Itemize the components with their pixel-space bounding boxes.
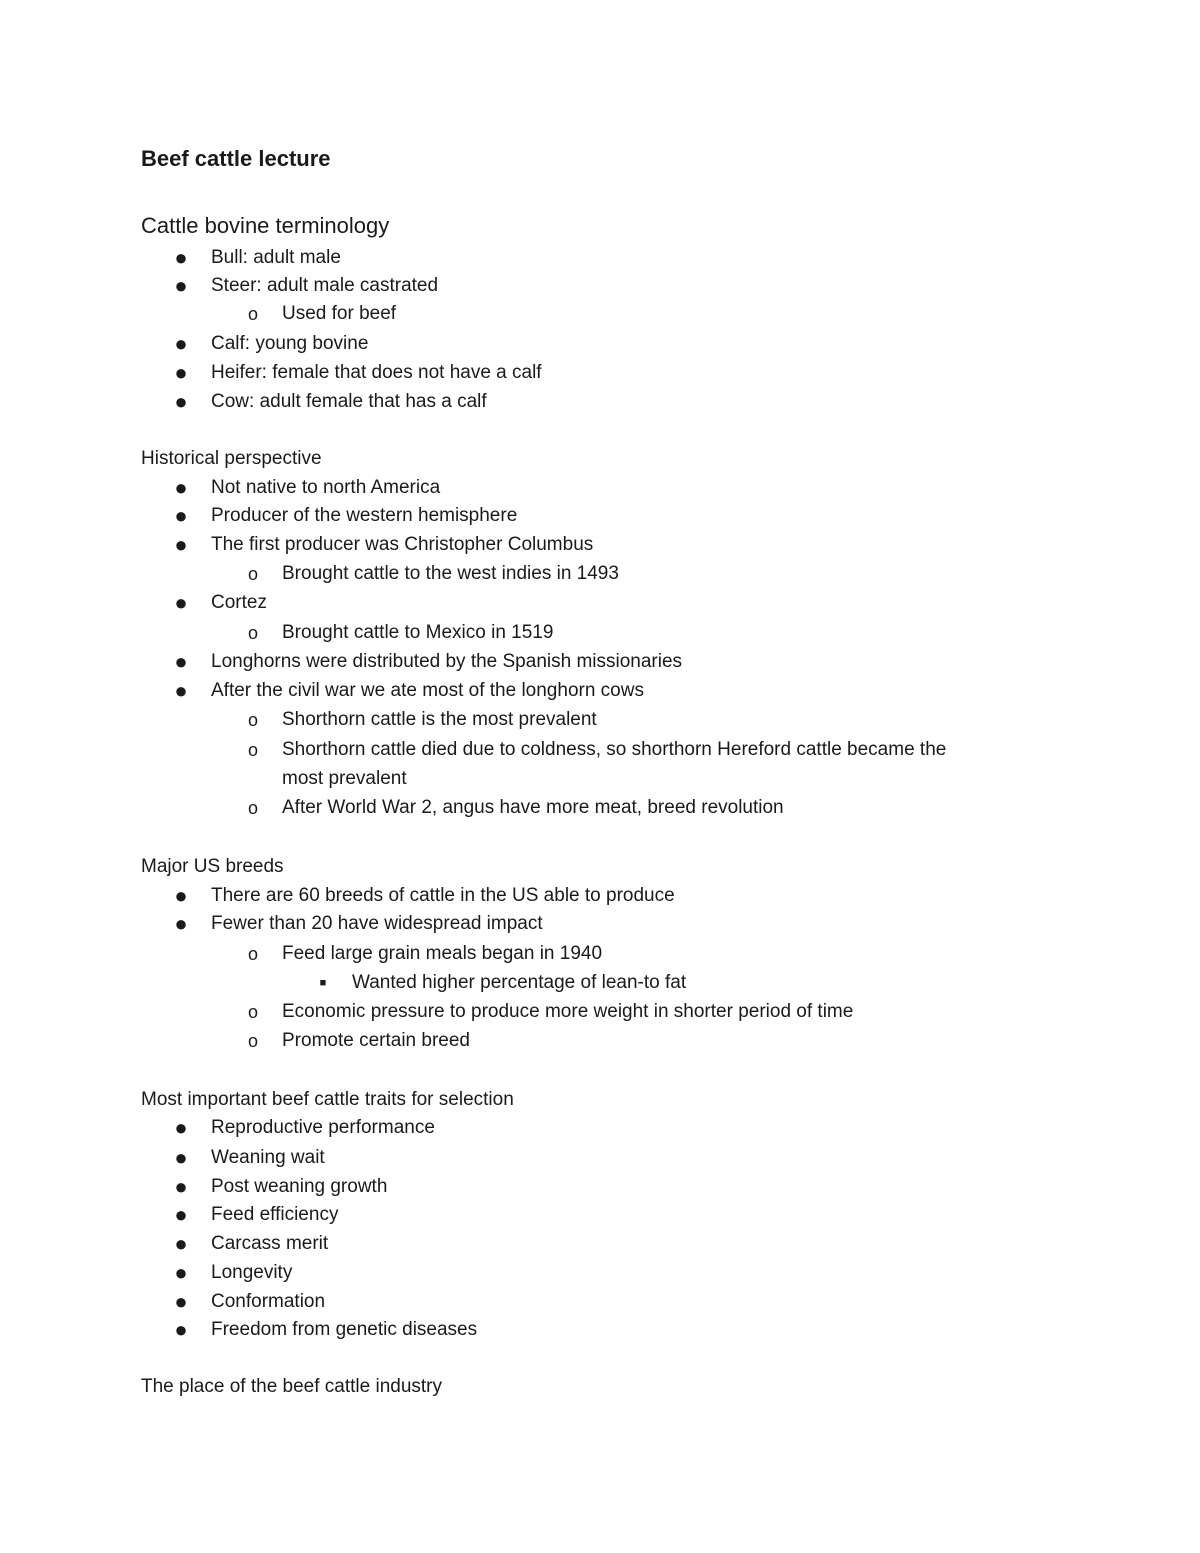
section-heading-terminology: Cattle bovine terminology — [141, 213, 390, 238]
circle-marker: o — [247, 1031, 258, 1051]
bullet-marker: ● — [174, 273, 188, 298]
circle-marker: o — [247, 740, 258, 760]
list-item-text: Freedom from genetic diseases — [211, 1319, 478, 1340]
list-item-text: Carcass merit — [211, 1233, 329, 1254]
list-item — [174, 502, 518, 530]
bullet-marker: ● — [174, 1260, 188, 1285]
list-item-text: Wanted higher percentage of lean-to fat — [352, 972, 687, 993]
section-heading-traits: Most important beef cattle traits for selection — [141, 1089, 514, 1110]
list-item — [247, 706, 597, 734]
bullet-marker: ● — [174, 360, 188, 385]
list-item — [247, 940, 603, 968]
list-item-text: Producer of the western hemisphere — [211, 505, 518, 526]
list-item-text: There are 60 breeds of cattle in the US able to produce — [211, 885, 675, 906]
list-item — [174, 1144, 325, 1172]
list-item-text: Feed large grain meals began in 1940 — [282, 943, 603, 964]
list-item — [174, 531, 594, 559]
circle-marker: o — [247, 710, 258, 730]
section-heading-breeds: Major US breeds — [141, 856, 284, 877]
list-item-text: After World War 2, angus have more meat, breed revolution — [282, 797, 784, 818]
circle-marker: o — [247, 304, 258, 324]
list-item — [174, 474, 441, 502]
list-item-text: Reproductive performance — [211, 1117, 435, 1138]
list-item — [174, 882, 675, 910]
list-item — [247, 1027, 470, 1055]
list-item-text: Bull: adult male — [211, 247, 341, 268]
bullet-marker: ● — [174, 590, 188, 615]
list-item — [174, 1316, 478, 1344]
list-item — [174, 330, 369, 358]
bullet-marker: ● — [174, 389, 188, 414]
section-heading-industry: The place of the beef cattle industry — [141, 1376, 443, 1397]
list-item-text: Longhorns were distributed by the Spanish missionaries — [211, 651, 683, 672]
list-item-text: Conformation — [211, 1291, 326, 1312]
list-item-text: Shorthorn cattle is the most prevalent — [282, 709, 597, 730]
list-item — [174, 1201, 339, 1229]
list-item-text: most prevalent — [282, 768, 407, 789]
list-item-text: Cow: adult female that has a calf — [211, 391, 487, 412]
circle-marker: o — [247, 1002, 258, 1022]
bullet-marker: ● — [174, 1115, 188, 1140]
square-marker: ■ — [319, 977, 327, 989]
document-title: Beef cattle lecture — [141, 146, 331, 171]
list-item — [174, 589, 267, 617]
list-item — [174, 677, 644, 705]
list-item-text: Brought cattle to the west indies in 1493 — [282, 563, 619, 584]
list-item — [174, 1288, 326, 1316]
bullet-marker: ● — [174, 532, 188, 557]
bullet-marker: ● — [174, 1317, 188, 1342]
list-item — [174, 359, 542, 387]
list-item-text: The first producer was Christopher Columbus — [211, 534, 594, 555]
bullet-marker: ● — [174, 1202, 188, 1227]
bullet-marker: ● — [174, 1289, 188, 1314]
list-item — [247, 300, 397, 328]
list-item-text: Feed efficiency — [211, 1204, 339, 1225]
list-item-continuation — [282, 765, 407, 793]
list-item — [247, 794, 784, 822]
list-item — [247, 560, 619, 588]
bullet-marker: ● — [174, 883, 188, 908]
list-item — [247, 736, 947, 764]
list-item-text: After the civil war we ate most of the longhorn cows — [211, 680, 644, 701]
bullet-marker: ● — [174, 649, 188, 674]
list-item — [174, 388, 487, 416]
bullet-marker: ● — [174, 331, 188, 356]
list-item — [174, 1173, 388, 1201]
bullet-marker: ● — [174, 475, 188, 500]
list-item-text: Cortez — [211, 592, 267, 613]
list-item — [174, 1230, 329, 1258]
bullet-marker: ● — [174, 1174, 188, 1199]
bullet-marker: ● — [174, 1145, 188, 1170]
list-item — [174, 272, 439, 300]
list-item-text: Promote certain breed — [282, 1030, 470, 1051]
circle-marker: o — [247, 564, 258, 584]
list-item-text: Heifer: female that does not have a calf — [211, 362, 542, 383]
list-item-text: Economic pressure to produce more weight in shorter period of time — [282, 1001, 854, 1022]
bullet-marker: ● — [174, 245, 188, 270]
circle-marker: o — [247, 944, 258, 964]
bullet-marker: ● — [174, 1231, 188, 1256]
list-item — [174, 910, 543, 938]
list-item-text: Not native to north America — [211, 477, 441, 498]
list-item — [319, 969, 687, 997]
list-item-text: Brought cattle to Mexico in 1519 — [282, 622, 554, 643]
list-item — [174, 1259, 293, 1287]
list-item — [247, 619, 554, 647]
list-item-text: Used for beef — [282, 303, 397, 324]
bullet-marker: ● — [174, 503, 188, 528]
list-item-text: Calf: young bovine — [211, 333, 369, 354]
circle-marker: o — [247, 798, 258, 818]
bullet-marker: ● — [174, 911, 188, 936]
list-item-text: Shorthorn cattle died due to coldness, so shorthorn Hereford cattle became the — [282, 739, 947, 760]
circle-marker: o — [247, 623, 258, 643]
list-item-text: Steer: adult male castrated — [211, 275, 439, 296]
list-item — [174, 244, 341, 272]
list-item-text: Fewer than 20 have widespread impact — [211, 913, 543, 934]
list-item-text: Post weaning growth — [211, 1176, 388, 1197]
list-item-text: Longevity — [211, 1262, 293, 1283]
section-heading-history: Historical perspective — [141, 448, 322, 469]
list-item — [174, 1114, 435, 1142]
list-item-text: Weaning wait — [211, 1147, 325, 1168]
bullet-marker: ● — [174, 678, 188, 703]
list-item — [174, 648, 683, 676]
list-item — [247, 998, 854, 1026]
